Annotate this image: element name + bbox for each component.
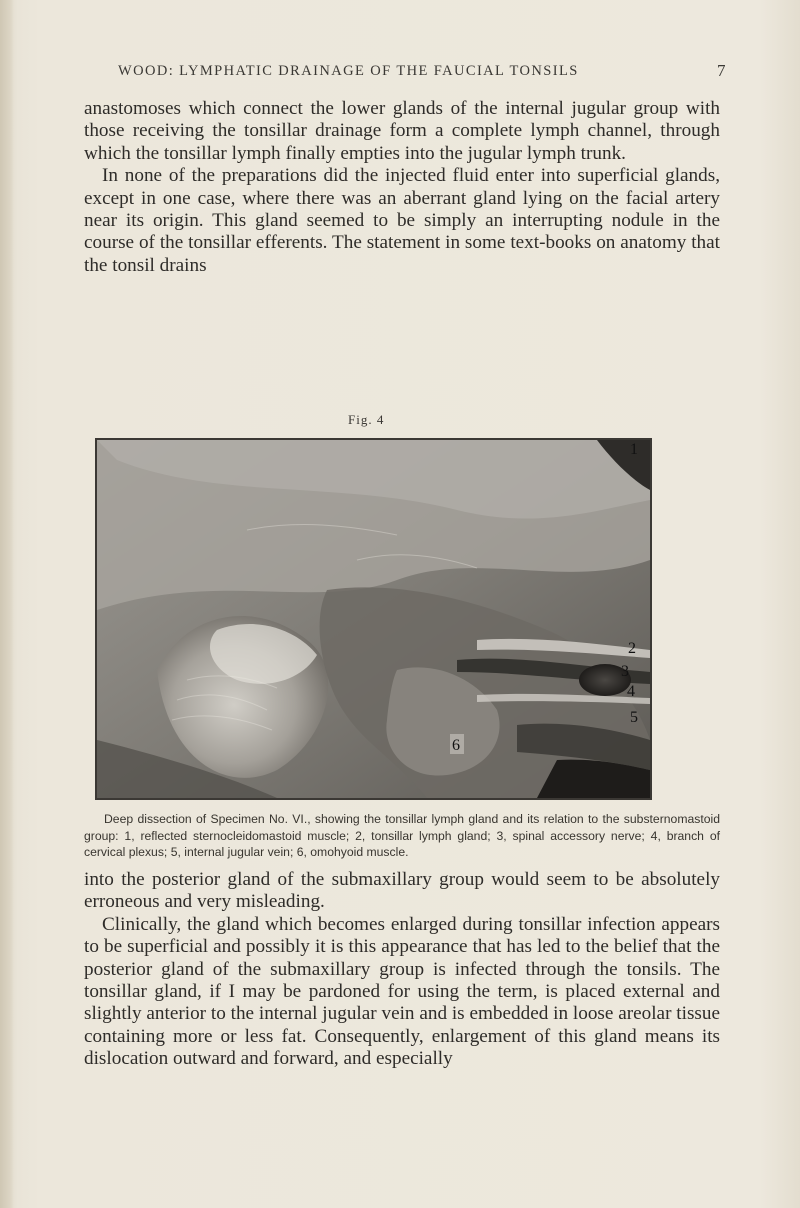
paragraph-continued: into the posterior gland of the submaxillary group would seem to be absolutely erroneous and very misleading. bbox=[84, 869, 720, 913]
body-text-bottom bbox=[84, 869, 720, 1071]
figure-marker-3: 3 bbox=[621, 663, 629, 680]
figure-label: Fig. 4 bbox=[348, 412, 385, 427]
figure-marker-4: 4 bbox=[627, 683, 635, 700]
paragraph: Clinically, the gland which becomes enlarged during tonsillar infection appears to be superficial and possibly it is this appearance that has led to the belief that the posterior gland of the submaxillary group is infected through the tonsils. The tonsillar gland, if I may be pardoned for using the term, is placed external and slightly anterior to the internal jugular vein and is embedded in loose areolar tissue containing more or less fat. Consequently, enlargement of this gland means its dislocation outward and forward, and especially bbox=[84, 913, 720, 1070]
dissection-photograph-image bbox=[97, 440, 650, 798]
paragraph: In none of the preparations did the injected fluid enter into superficial glands, except in one case, where there was an aberrant gland lying on the facial artery near its origin. This gland seemed to be simply an interrupting nodule in the course of the tonsillar efferents. The statement in some text-books on anatomy that the tonsil drains bbox=[84, 165, 720, 276]
figure-marker-5: 5 bbox=[630, 709, 638, 726]
page-binding-edge bbox=[0, 0, 14, 1208]
paragraph-continued: anastomoses which connect the lower glands of the internal jugular group with those receiving the tonsillar drainage form a complete lymph channel, through which the tonsillar lymph finally empties into the jugular lymph trunk. bbox=[84, 98, 720, 164]
running-head-title: WOOD: LYMPHATIC DRAINAGE OF THE FAUCIAL TONSILS bbox=[118, 63, 579, 79]
dissection-photograph bbox=[95, 438, 652, 800]
figure-caption-text: Deep dissection of Specimen No. VI., showing the tonsillar lymph gland and its relation to the substernomastoid group: 1, reflected sternocleidomastoid muscle; 2, tonsillar lymph gland; 3, spinal accessory nerve; 4, branch of cervical plexus; 5, internal jugular vein; 6, omohyoid muscle. bbox=[84, 812, 720, 860]
figure-caption bbox=[84, 811, 720, 861]
figure-marker-6: 6 bbox=[452, 737, 460, 754]
page-number: 7 bbox=[717, 61, 727, 80]
figure-marker-2: 2 bbox=[628, 640, 636, 657]
body-text-top bbox=[84, 98, 720, 277]
figure-marker-1: 1 bbox=[630, 441, 638, 458]
